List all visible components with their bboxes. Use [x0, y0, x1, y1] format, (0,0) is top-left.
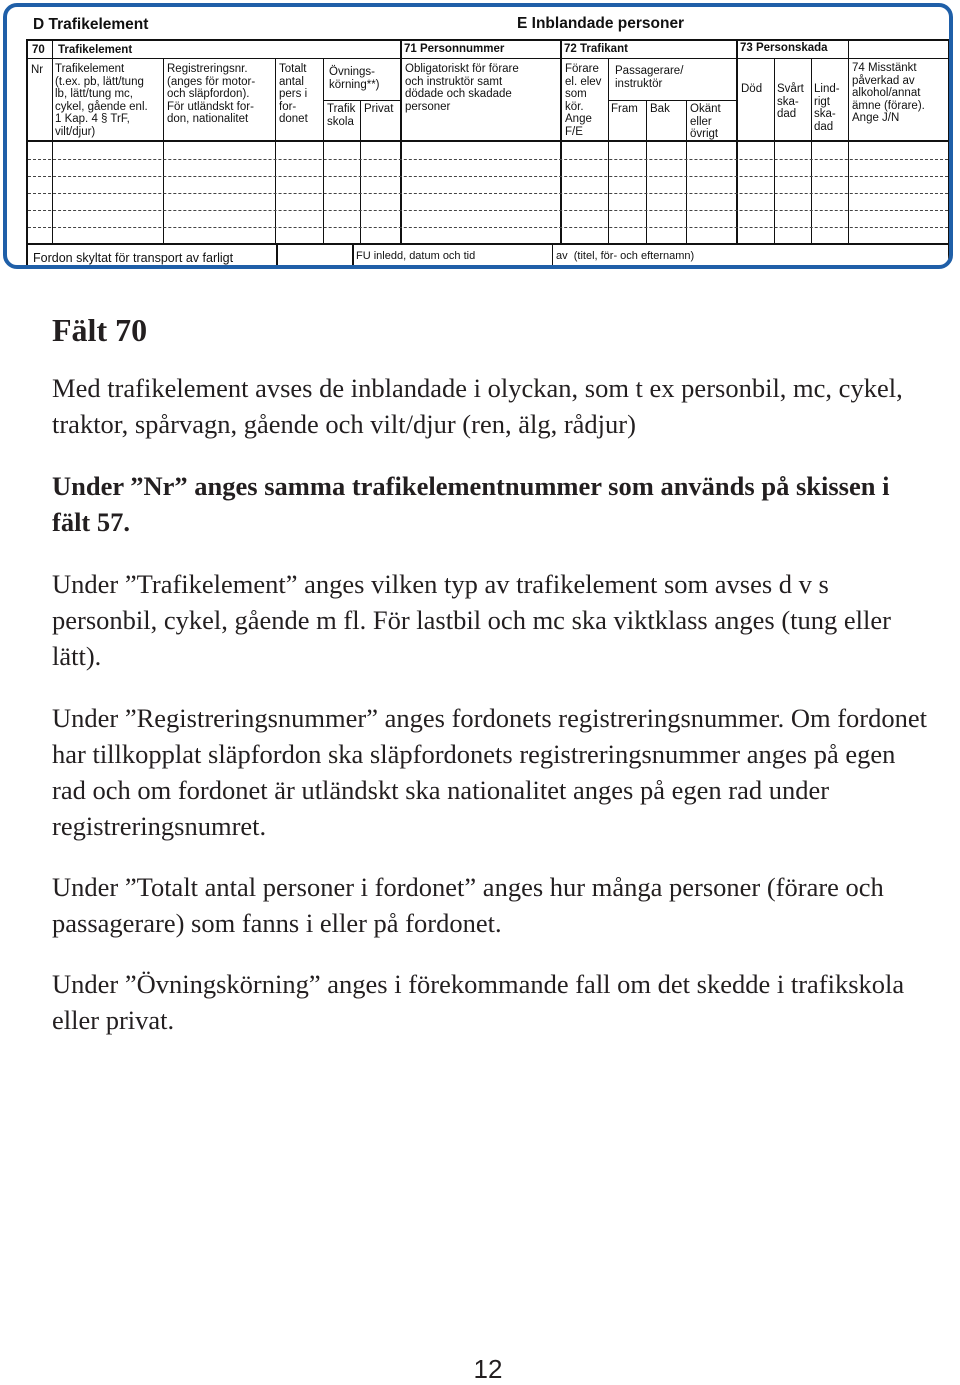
paragraph-totalt-antal: Under ”Totalt antal personer i fordonet” anges hur många personer (förare och passagerare) som fanns i eller på fordonet.	[52, 872, 884, 938]
okant-label: Okänt eller övrigt	[690, 103, 721, 141]
fordon-farligt-gods-label: Fordon skyltat för transport av farligt	[33, 251, 234, 265]
ovningskorning-label: Övnings- körning**)	[329, 66, 380, 91]
section-d-title: D Trafikelement	[33, 16, 149, 33]
fram-label: Fram	[611, 103, 638, 115]
misstankt-description: 74 Misstänkt påverkad av alkohol/annat ämne (förare). Ange J/N	[852, 62, 925, 125]
fu-inledd-label: FU inledd, datum och tid	[356, 250, 476, 262]
svart-skadad-label: Svårt ska- dad	[777, 83, 804, 121]
col-70-number: 70	[32, 44, 45, 56]
paragraph-trafikelement: Under ”Trafikelement” anges vilken typ av trafikelement som avses d v s personbil, cykel, gående m fl. För lastbil och mc ska viktklass anges (tung eller lätt).	[52, 569, 891, 671]
col-71-label: 71 Personnummer	[404, 43, 505, 55]
registrering-description: Registreringsnr. (anges för motor- och släpfordon). För utländskt for- don, nationalitet	[167, 63, 256, 126]
dod-label: Död	[741, 83, 763, 95]
nr-label: Nr	[31, 64, 44, 76]
privat-label: Privat	[364, 103, 394, 115]
col-70-label: Trafikelement	[58, 44, 133, 56]
trafikelement-description: Trafikelement (t.ex. pb, lätt/tung lb, lätt/tung mc, cykel, gående enl. 1 Kap. 4 § TrF, vilt/djur)	[55, 63, 148, 138]
section-heading: Fält 70	[52, 312, 148, 348]
passagerare-label: Passagerare/ instruktör	[615, 65, 684, 90]
paragraph-definition: Med trafikelement avses de inblandade i olyckan, som t ex personbil, mc, cykel, traktor, spårvagn, gående och vilt/djur (ren, älg, rådjur)	[52, 373, 903, 439]
paragraph-nr: Under ”Nr” anges samma trafikelementnummer som används på skissen i fält 57.	[52, 471, 890, 537]
trafikskola-label: Trafik skola	[327, 103, 356, 128]
totalt-antal-description: Totalt antal pers i for- donet	[279, 63, 308, 126]
paragraph-ovningskorning: Under ”Övningskörning” anges i förekommande fall om det skedde i trafikskola eller privat.	[52, 969, 905, 1035]
bak-label: Bak	[650, 103, 670, 115]
paragraph-registreringsnummer: Under ”Registreringsnummer” anges fordonets registreringsnummer. Om fordonet har tillkopplat släpfordon ska släpfordonets registreringsnummer anges på egen rad och om fordonet är utländskt ska nationalitet anges på egen rad under registreringsnumret.	[52, 703, 928, 841]
obligatoriskt-description: Obligatoriskt för förare och instruktör samt dödade och skadade personer	[405, 63, 519, 113]
col-73-label: 73 Personskada	[740, 42, 828, 54]
lindrigt-skadad-label: Lind- rigt ska- dad	[814, 83, 840, 133]
page-number: 12	[473, 1354, 503, 1384]
accident-report-form	[3, 3, 953, 269]
forare-description: Förare el. elev som kör. Ange F/E	[565, 63, 602, 138]
section-e-title: E Inblandade personer	[517, 15, 685, 32]
av-titel-namn-label: av (titel, för- och efternamn)	[556, 250, 695, 262]
col-72-label: 72 Trafikant	[564, 43, 628, 55]
